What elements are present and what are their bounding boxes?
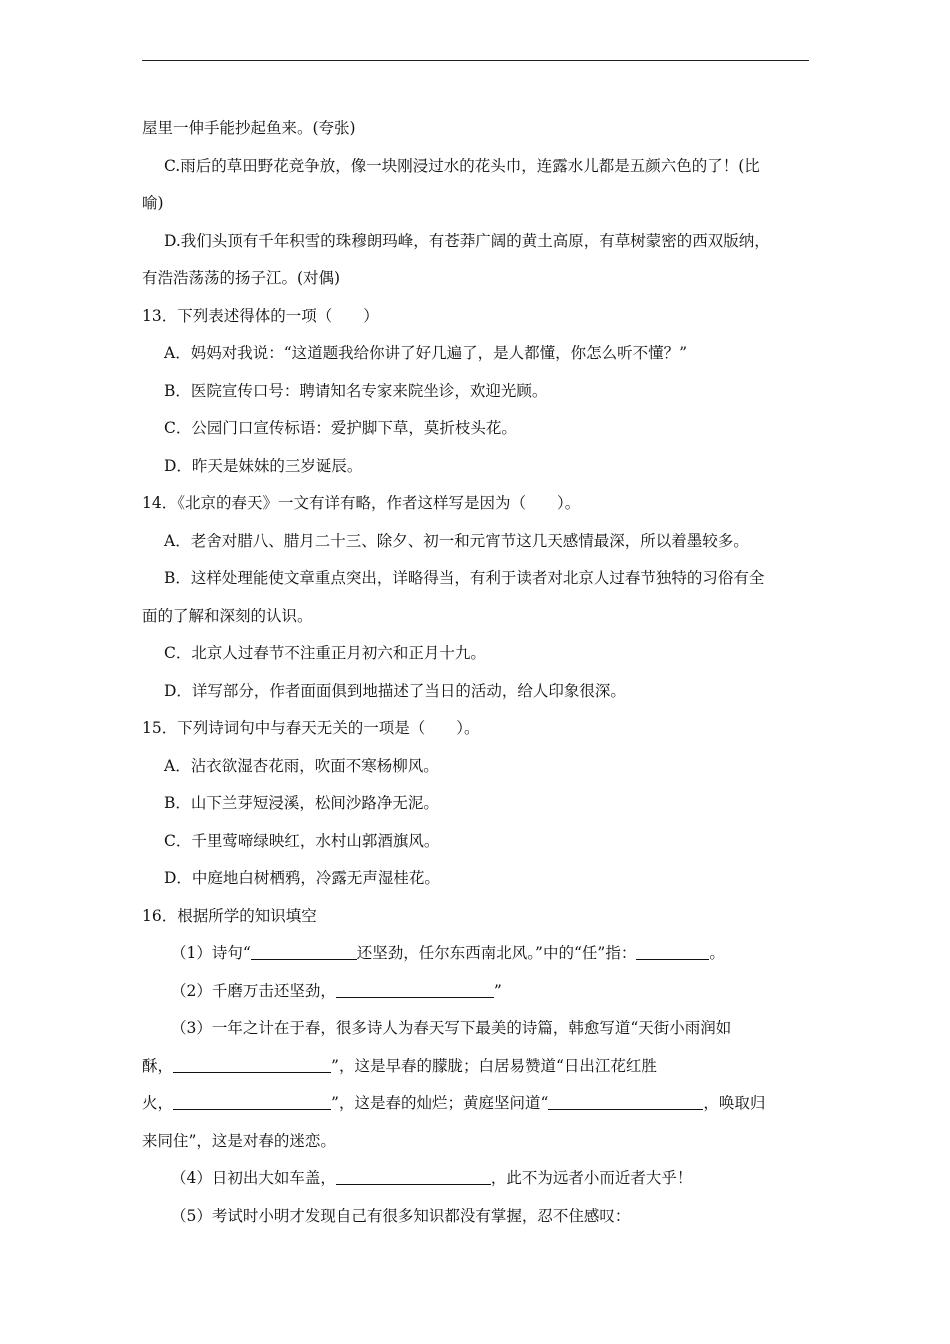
option-d: D．详写部分，作者面面俱到地描述了当日的活动，给人印象很深。: [164, 681, 626, 700]
fill-text: 火，: [142, 1094, 174, 1112]
option-line: D.我们头顶有千年积雪的珠穆朗玛峰，有苍莽广阔的黄土高原，有草树蒙密的西双版纳，: [164, 231, 770, 250]
fill-text: 还坚劲，任尔东西南北风。”中的“任”指：: [356, 944, 637, 962]
text-line: 面的了解和深刻的认识。: [142, 606, 313, 625]
document-body: [142, 118, 810, 1243]
text-line: 屋里一伸手能抄起鱼来。(夸张): [142, 119, 356, 137]
fill-text: 酥，: [142, 1056, 174, 1075]
fill-text: ”，这是春的灿烂；黄庭坚问道“: [331, 1094, 549, 1112]
option-a: A．老舍对腊八、腊月二十三、除夕、初一和元宵节这几天感情最深，所以着墨较多。: [164, 531, 749, 550]
option-a: A．妈妈对我说：“这道题我给你讲了好几遍了，是人都懂，你怎么听不懂？”: [164, 344, 688, 362]
fill-text: （4）日初出大如车盖，: [171, 1169, 336, 1187]
answer-blank[interactable]: [336, 1168, 491, 1185]
fill-text: ”，这是早春的朦胧；白居易赞道“日出江花红胜: [331, 1056, 657, 1075]
answer-blank[interactable]: [636, 943, 709, 960]
fill-item-4: [142, 1168, 810, 1188]
fill-text: （5）考试时小明才发现自己有很多知识都没有掌握，忍不住感叹：: [171, 1206, 631, 1225]
answer-blank[interactable]: [548, 1093, 703, 1110]
fill-item-3-cont: [142, 1093, 810, 1113]
question-13: 13．下列表述得体的一项（ ）: [142, 306, 379, 325]
option-line: C.雨后的草田野花竞争放，像一块刚浸过水的花头巾，连露水儿都是五颜六色的了！(比: [164, 156, 760, 175]
fill-item-2: [142, 981, 810, 1001]
fill-item-3: [142, 1018, 810, 1038]
text-line: 有浩浩荡荡的扬子江。(对偶): [142, 269, 341, 287]
fill-item-1: [142, 943, 810, 963]
text-line: 喻): [142, 194, 164, 212]
fill-item-5: [142, 1206, 810, 1226]
header-rule: [142, 60, 809, 61]
fill-text: （2）千磨万击还坚劲，: [171, 981, 336, 1000]
option-b: B．山下兰芽短浸溪，松间沙路净无泥。: [164, 794, 439, 812]
answer-blank[interactable]: [173, 1093, 331, 1110]
fill-item-3-cont: [142, 1056, 810, 1076]
option-d: D．昨天是妹妹的三岁诞辰。: [164, 456, 363, 475]
fill-text: （3）一年之计在于春，很多诗人为春天写下最美的诗篇，韩愈写道“天街小雨润如: [171, 1019, 732, 1037]
fill-text: 。: [709, 944, 725, 962]
option-c: C．千里莺啼绿映红，水村山郭酒旗风。: [164, 831, 440, 850]
fill-text: 来同住”，这是对春的迷恋。: [142, 1131, 336, 1150]
option-c: C．北京人过春节不注重正月初六和正月十九。: [164, 644, 486, 662]
fill-text: ，此不为远者小而近者大乎！: [490, 1169, 693, 1187]
option-c: C．公园门口宣传标语：爱护脚下草，莫折枝头花。: [164, 419, 517, 437]
answer-blank[interactable]: [336, 981, 494, 998]
option-b: B．这样处理能使文章重点突出，详略得当，有利于读者对北京人过春节独特的习俗有全: [164, 569, 765, 587]
question-15: 15．下列诗词句中与春天无关的一项是（ ）。: [142, 719, 480, 737]
fill-item-3-cont: [142, 1131, 810, 1151]
fill-text: ”: [493, 981, 502, 1000]
question-16: 16．根据所学的知识填空: [142, 906, 317, 925]
fill-text: ，唤取归: [703, 1094, 766, 1112]
option-d: D．中庭地白树栖鸦，冷露无声湿桂花。: [164, 869, 440, 887]
option-b: B．医院宣传口号：聘请知名专家来院坐诊，欢迎光顾。: [164, 381, 548, 400]
question-14: 14．《北京的春天》一文有详有略，作者这样写是因为（ ）。: [142, 494, 581, 512]
option-a: A．沾衣欲湿杏花雨，吹面不寒杨柳风。: [164, 756, 439, 775]
answer-blank[interactable]: [251, 943, 357, 960]
answer-blank[interactable]: [173, 1056, 331, 1073]
fill-text: （1）诗句“: [171, 944, 251, 962]
